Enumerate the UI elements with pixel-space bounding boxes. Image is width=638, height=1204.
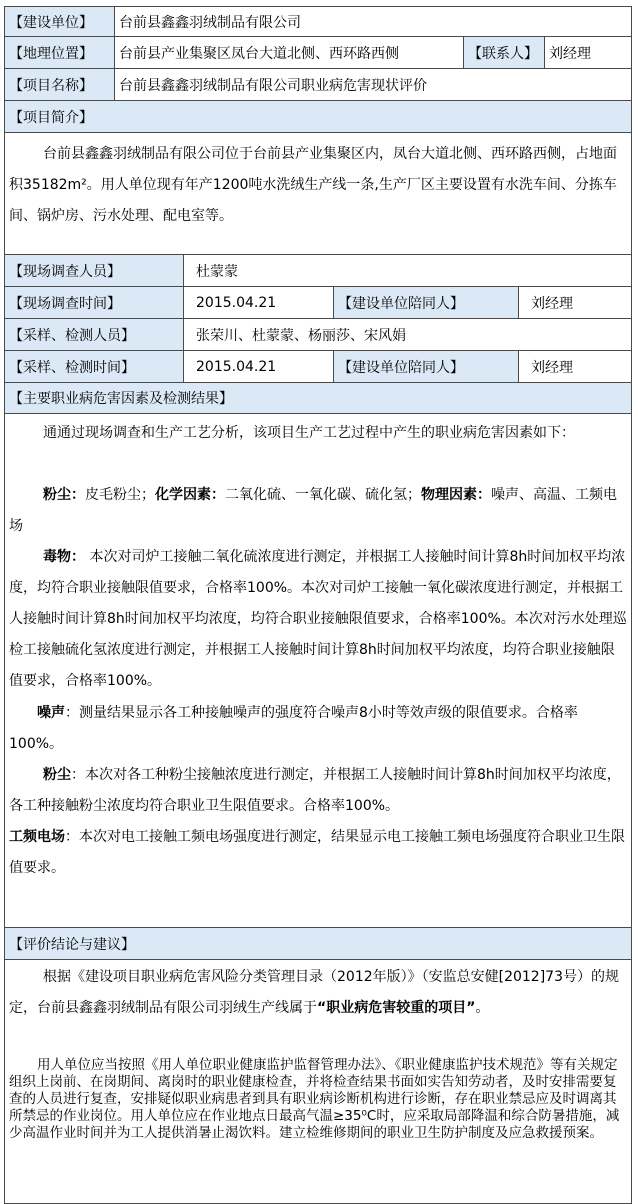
poison-label: 毒物： <box>43 549 85 565</box>
conclusion-body <box>4 960 632 1204</box>
sampler-row <box>4 319 632 351</box>
hazard-factors <box>9 480 627 542</box>
builder-value: 台前县鑫鑫羽绒制品有限公司 <box>114 7 631 36</box>
sample-time-value: 2015.04.21 <box>183 351 333 382</box>
noise-label: 噪声 <box>37 705 65 721</box>
sampler-value: 张荣川、杜蒙蒙、杨丽莎、宋风娟 <box>183 319 631 350</box>
project-row <box>4 69 632 101</box>
conclusion-p1-text: 根据《建设项目职业病危害风险分类管理目录（2012年版）》（安监总安健[2012]73号）的规定，台前县鑫鑫羽绒制品有限公司羽绒生产线属于 <box>9 969 619 1016</box>
poison-paragraph <box>9 542 627 697</box>
companion-label: 【建设单位陪同人】 <box>333 287 518 318</box>
noise-text: ：测量结果显示各工种接触噪声的强度符合噪声8小时等效声级的限值要求。合格率100%。 <box>9 705 578 752</box>
phys-label: 物理因素： <box>421 487 491 503</box>
location-row <box>4 37 632 69</box>
builder-row <box>4 6 632 37</box>
builder-label: 【建设单位】 <box>5 7 114 36</box>
hazards-title-row <box>4 383 632 414</box>
location-value: 台前县产业集聚区凤台大道北侧、西环路西侧 <box>114 37 463 68</box>
survey-time-row <box>4 287 632 319</box>
companion2-value: 刘经理 <box>518 351 631 382</box>
conclusion-title-row <box>4 928 632 960</box>
survey-person-label: 【现场调查人员】 <box>5 255 183 286</box>
chem-label: 化学因素： <box>155 487 225 503</box>
contact-value: 刘经理 <box>544 37 631 68</box>
sample-time-label: 【采样、检测时间】 <box>5 351 183 382</box>
conclusion-p2: 用人单位应当按照《用人单位职业健康监护监督管理办法》、《职业健康监护技术规范》等有关规定组织上岗前、在岗期间、离岗时的职业健康检查，并将检查结果书面如实告知劳动者，及时安排需要复查的人员进行复查，安排疑似职业病患者到具有职业病诊断机构进行诊断，存在职业禁忌应及时调离其所禁忌的作业岗位。用人单位应在作业地点日最高气温≥35⁰C时，应采取局部降温和综合防暑措施，减少高温作业时间并为工人提供消暑止渴饮料。建立检维修期间的职业卫生防护制度及应急救援预案。 <box>9 1057 620 1141</box>
field-text: ：本次对电工接触工频电场强度进行测定，结果显示电工接触工频电场强度符合职业卫生限值要求。 <box>9 829 625 876</box>
noise-paragraph <box>9 698 627 760</box>
conclusion-p1-end: 。 <box>475 1000 490 1016</box>
survey-time-value: 2015.04.21 <box>183 287 333 318</box>
dust-text: 皮毛粉尘； <box>85 487 155 503</box>
survey-person-value: 杜蒙蒙 <box>183 255 631 286</box>
sample-time-row <box>4 351 632 383</box>
chem-text: 二氧化硫、一氧化碳、硫化氢； <box>225 487 421 503</box>
companion-value: 刘经理 <box>518 287 631 318</box>
survey-time-label: 【现场调查时间】 <box>5 287 183 318</box>
location-label: 【地理位置】 <box>5 37 114 68</box>
intro-body <box>4 133 632 255</box>
survey-person-row <box>4 255 632 287</box>
intro-title: 【项目简介】 <box>5 101 631 132</box>
dust2-label: 粉尘 <box>43 767 71 783</box>
field-label: 工频电场 <box>9 829 65 845</box>
conclusion-title: 【评价结论与建议】 <box>5 928 631 959</box>
companion2-label: 【建设单位陪同人】 <box>333 351 518 382</box>
sampler-label: 【采样、检测人员】 <box>5 319 183 350</box>
hazards-body <box>4 414 632 928</box>
project-value: 台前县鑫鑫羽绒制品有限公司职业病危害现状评价 <box>114 69 631 100</box>
dust-label: 粉尘： <box>43 487 85 503</box>
intro-text: 台前县鑫鑫羽绒制品有限公司位于台前县产业集聚区内，凤台大道北侧、西环路西侧，占地面积35182m²。用人单位现有年产1200吨水洗绒生产线一条,生产厂区主要设置有水洗车间、分拣车间、锅炉房、污水处理、配电室等。 <box>9 146 617 224</box>
hazards-title: 【主要职业病危害因素及检测结果】 <box>5 383 631 413</box>
hazards-intro: 通通过现场调查和生产工艺分析，该项目生产工艺过程中产生的职业病危害因素如下： <box>43 425 575 441</box>
conclusion-p1-bold: “职业病危害较重的项目” <box>317 1000 476 1016</box>
phys-text: 噪声、高温、工频电场 <box>9 487 617 534</box>
contact-label: 【联系人】 <box>463 37 544 68</box>
project-label: 【项目名称】 <box>5 69 114 100</box>
field-paragraph <box>9 822 627 884</box>
dust2-text: ：本次对各工种粉尘接触浓度进行测定，并根据工人接触时间计算8h时间加权平均浓度，各工种接触粉尘浓度均符合职业卫生限值要求。合格率100%。 <box>9 767 621 814</box>
intro-title-row <box>4 101 632 133</box>
poison-text: 本次对司炉工接触二氧化硫浓度进行测定，并根据工人接触时间计算8h时间加权平均浓度，均符合职业接触限值要求，合格率100%。本次对司炉工接触一氧化碳浓度进行测定，并根据工人接触时间计算8h时间加权平均浓度，均符合职业接触限值要求，合格率100%。本次对污水处理巡检工接触硫化氢浓度进行测定，并根据工人接触时间计算8h时间加权平均浓度，均符合职业接触限值要求，合格率100%。 <box>9 549 627 689</box>
dust2-paragraph <box>9 760 627 822</box>
conclusion-p1 <box>9 962 627 1024</box>
